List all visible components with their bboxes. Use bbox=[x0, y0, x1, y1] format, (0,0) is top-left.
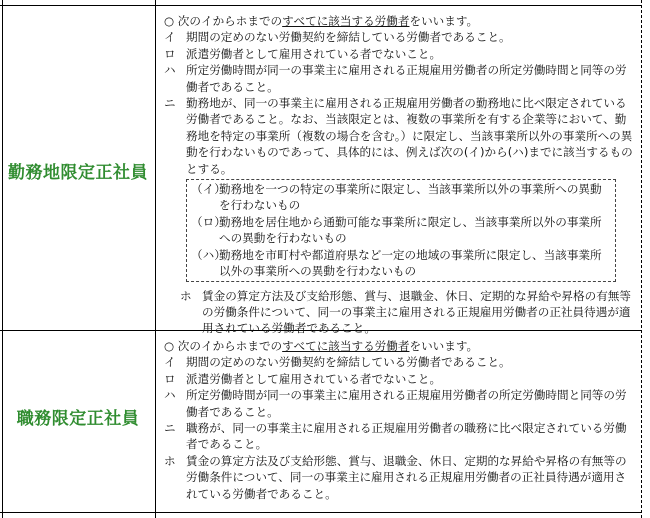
lead-prefix: ○ 次のイからホまでの bbox=[164, 14, 283, 28]
table-border-left bbox=[2, 0, 3, 518]
row-label-job-limited: 職務限定正社員 bbox=[16, 409, 140, 429]
row-label-workplace-limited: 勤務地限定正社員 bbox=[8, 163, 148, 183]
list-item: イ 期間の定めのない労働契約を締結している労働者であること。 bbox=[164, 30, 511, 45]
table-border-top bbox=[0, 5, 642, 6]
list-item: ハ 所定労働時間が同一の事業主に雇用される正規雇用労働者の所定労働時間と同等の労働者であること。 bbox=[164, 63, 627, 94]
lead-suffix: をいいます。 bbox=[409, 339, 479, 353]
sub-item: （ハ） 勤務地を市町村や都道府県など一定の地域の事業所に限定し、当該事業所以外の事業所への異動を行わないもの bbox=[191, 247, 602, 279]
list-item: ロ 派遣労働者として雇用されている者でないこと。 bbox=[164, 46, 442, 61]
list-item: ハ 所定労働時間が同一の事業主に雇用される正規雇用労働者の所定労働時間と同等の労働者であること。 bbox=[164, 388, 627, 419]
list-item: ホ 賃金の算定方法及び支給形態、賞与、退職金、休日、定期的な昇給や昇格の有無等の労働条件について、同一の事業主に雇用される正規雇用労働者の正社員待遇が適用されている労働者であること。 bbox=[180, 288, 631, 336]
list-item: ニ 職務が、同一の事業主に雇用される正規雇用労働者の職務に比べ限定されている労働者であること。 bbox=[164, 421, 627, 452]
lead-underlined: すべてに該当する労働者 bbox=[282, 14, 410, 28]
sub-item: （イ） 勤務地を一つの特定の事業所に限定し、当該事業所以外の事業所への異動を行わないもの bbox=[191, 182, 602, 213]
list-item: イ 期間の定めのない労働契約を締結している労働者であること。 bbox=[164, 355, 511, 370]
list-item: ホ 賃金の算定方法及び支給形態、賞与、退職金、休日、定期的な昇給や昇格の有無等の労働条件について、同一の事業主に雇用される正規雇用労働者の正社員待遇が適用されている労働者であること。 bbox=[164, 453, 627, 501]
table-border-right bbox=[641, 0, 642, 518]
lead-prefix: ○ 次のイからホまでの bbox=[164, 339, 283, 353]
list-item: ロ 派遣労働者として雇用されている者でないこと。 bbox=[164, 371, 442, 386]
list-item: ニ 勤務地が、同一の事業主に雇用される正規雇用労働者の勤務地に比べ限定されている労働者であること。なお、当該限定とは、複数の事業所を有する企業等において、勤務地を特定の事業所（複数の場合を含む。）に限定し、当該事業所以外の事業所への異動を行わないものであって、具体的には、例えば次の(イ)から(ハ)までに該当するものとする。 bbox=[164, 96, 633, 176]
lead-underlined: すべてに該当する労働者 bbox=[282, 339, 410, 353]
table-column-divider bbox=[155, 0, 156, 518]
row-content-workplace-limited bbox=[162, 13, 637, 337]
lead-suffix: をいいます。 bbox=[409, 14, 479, 28]
lead-sentence bbox=[162, 338, 637, 354]
table-row-divider bbox=[0, 512, 642, 513]
sub-item: （ロ） 勤務地を居住地から通勤可能な事業所に限定し、当該事業所以外の事業所への異動を行わないもの bbox=[191, 214, 602, 246]
example-box bbox=[186, 179, 616, 281]
row-content-job-limited bbox=[162, 338, 637, 502]
lead-sentence bbox=[162, 13, 637, 29]
